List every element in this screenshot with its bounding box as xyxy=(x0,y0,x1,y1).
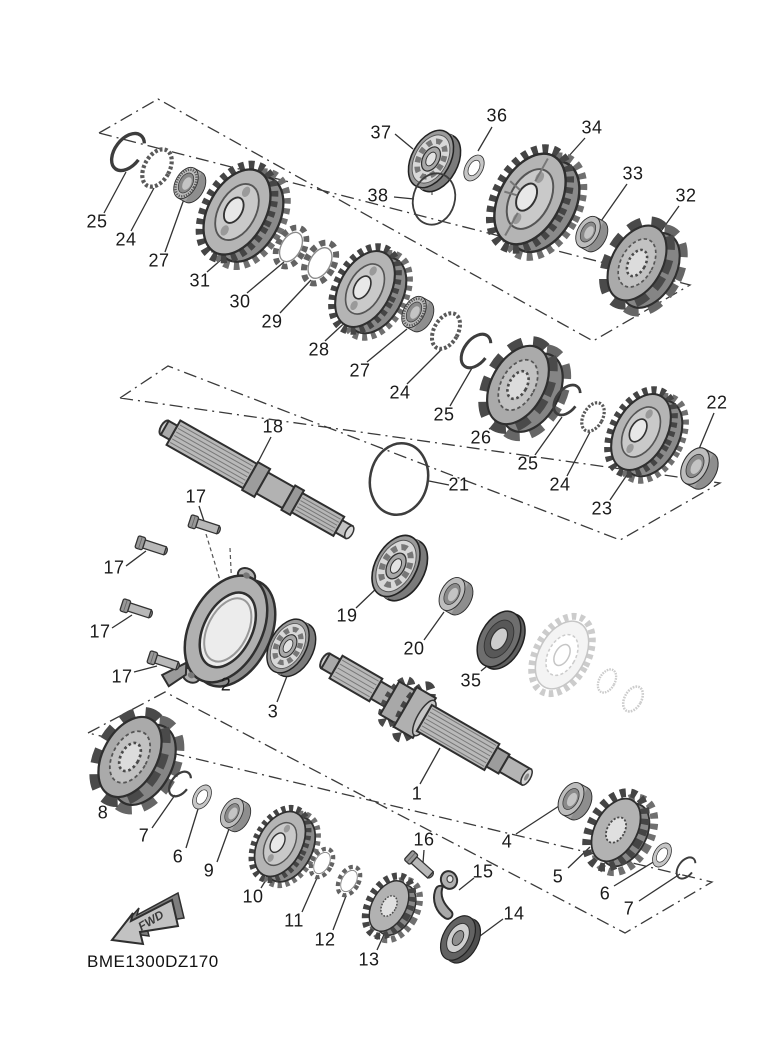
part-12-tab-washer xyxy=(333,863,365,899)
callout-22: 22 xyxy=(706,392,728,413)
callout-25: 25 xyxy=(86,211,108,232)
callout-24-2: 24 xyxy=(389,382,411,403)
callout-21: 21 xyxy=(448,474,470,495)
callout-23: 23 xyxy=(591,498,613,519)
callout-17-4: 17 xyxy=(111,666,133,687)
callout-8: 8 xyxy=(97,802,109,823)
callout-20: 20 xyxy=(403,638,425,659)
callout-11: 11 xyxy=(284,910,304,931)
part-17-bolt-4 xyxy=(147,651,181,673)
ghost-bushing xyxy=(619,683,647,715)
diagram-part-code: BME1300DZ170 xyxy=(87,952,219,971)
callout-19: 19 xyxy=(336,605,358,626)
part-18-main-axle xyxy=(153,412,360,548)
callout-28: 28 xyxy=(308,339,330,360)
callout-5: 5 xyxy=(552,866,564,887)
part-9-bushing xyxy=(216,794,256,835)
part-35-washer xyxy=(468,604,534,677)
callout-34: 34 xyxy=(581,117,603,138)
callout-25-3: 25 xyxy=(517,453,539,474)
part-16-bolt xyxy=(404,850,436,881)
part-6-washer xyxy=(189,782,216,813)
callout-33: 33 xyxy=(622,163,644,184)
part-7-snap-ring-2 xyxy=(672,852,700,883)
callout-15: 15 xyxy=(472,861,494,882)
callout-3: 3 xyxy=(267,701,279,722)
callout-24-3: 24 xyxy=(549,474,571,495)
part-24-toothed-washer xyxy=(136,144,178,191)
callout-7: 7 xyxy=(138,825,150,846)
part-13-gear xyxy=(355,868,429,948)
fwd-arrow xyxy=(112,893,184,944)
part-24-toothed-washer-3 xyxy=(577,399,609,435)
callout-4: 4 xyxy=(501,831,513,852)
callout-27-2: 27 xyxy=(349,360,371,381)
part-15-stopper-plate xyxy=(434,869,460,919)
ghost-washer xyxy=(594,666,620,695)
callout-12: 12 xyxy=(314,929,336,950)
part-17-bolt-1 xyxy=(188,515,222,537)
part-20-spacer xyxy=(434,573,479,619)
callout-37: 37 xyxy=(370,122,392,143)
part-37-bearing xyxy=(399,123,470,200)
part-17-bolt-3 xyxy=(120,599,154,621)
callout-6-2: 6 xyxy=(599,883,611,904)
callout-14: 14 xyxy=(503,903,525,924)
callout-35: 35 xyxy=(460,670,482,691)
callout-2: 2 xyxy=(220,674,232,695)
ghost-gear xyxy=(519,606,605,704)
part-17-bolt-2 xyxy=(135,536,169,558)
part-25-snap-ring-2 xyxy=(454,326,499,376)
callout-29: 29 xyxy=(261,311,283,332)
callout-13: 13 xyxy=(358,949,380,970)
part-19-bearing xyxy=(362,527,437,609)
part-25-snap-ring xyxy=(103,125,153,180)
part-21-o-ring xyxy=(363,438,434,520)
callout-38: 38 xyxy=(367,185,389,206)
fwd-arrow-label: FWD xyxy=(135,907,167,934)
callout-30: 30 xyxy=(229,291,251,312)
callout-7-2: 7 xyxy=(623,898,635,919)
part-14-bearing xyxy=(433,910,487,969)
callout-32: 32 xyxy=(675,185,697,206)
callout-25-2: 25 xyxy=(433,404,455,425)
part-34-gear xyxy=(475,136,599,270)
callout-1: 1 xyxy=(411,783,423,804)
callout-17-2: 17 xyxy=(103,557,125,578)
ghost-parts xyxy=(519,606,647,715)
callout-27: 27 xyxy=(148,250,170,271)
callout-16: 16 xyxy=(413,829,435,850)
callout-17-3: 17 xyxy=(89,621,111,642)
part-31-gear xyxy=(185,153,302,279)
callout-31: 31 xyxy=(189,270,211,291)
part-6-washer-2 xyxy=(649,840,676,871)
callout-9: 9 xyxy=(203,860,215,881)
part-22-bushing xyxy=(675,443,724,494)
callout-6: 6 xyxy=(172,846,184,867)
callout-17-1: 17 xyxy=(185,486,207,507)
part-36-washer xyxy=(460,152,489,185)
callout-24: 24 xyxy=(115,229,137,250)
callout-18: 18 xyxy=(262,416,284,437)
callout-26: 26 xyxy=(470,427,492,448)
callout-10: 10 xyxy=(242,886,264,907)
callout-36: 36 xyxy=(486,105,508,126)
